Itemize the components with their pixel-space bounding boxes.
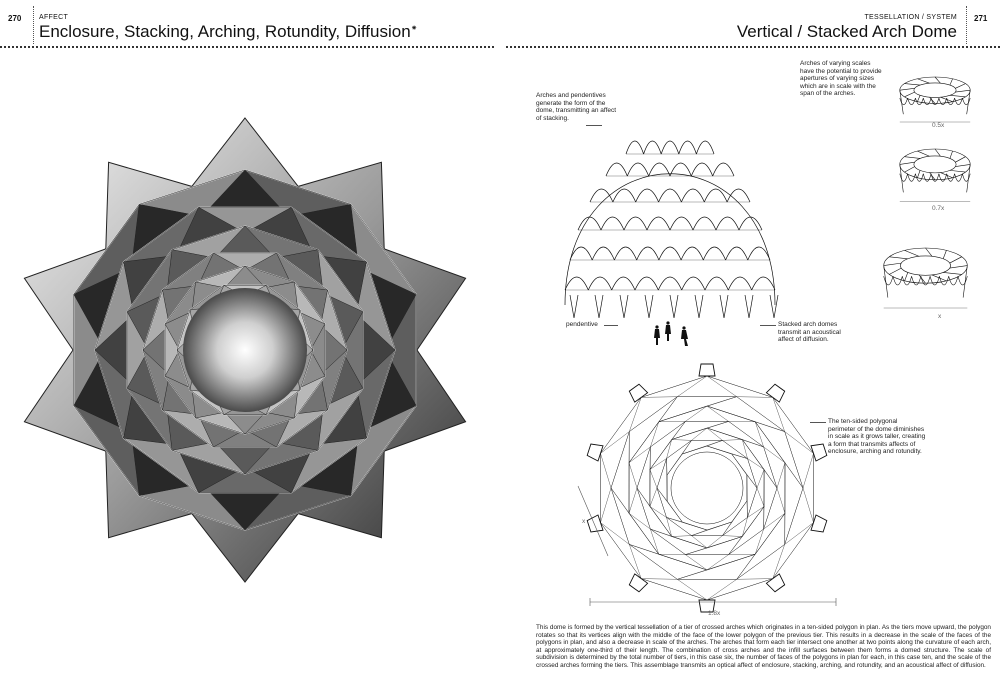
plan-arch-line	[601, 432, 630, 454]
left-page-number: 270	[8, 14, 22, 23]
dome-outline	[565, 174, 775, 305]
plan-width-label: 1.8x	[708, 610, 721, 617]
plan-arch-line	[773, 397, 785, 431]
pendentive-foot	[595, 295, 603, 318]
rib	[905, 272, 908, 280]
plan-arch-line	[707, 406, 729, 421]
annotation-pendentive: pendentive	[566, 321, 598, 328]
plan-arch-line	[737, 397, 773, 398]
left-page-title: Enclosure, Stacking, Arching, Rotundity, Diffusion⁕	[39, 22, 418, 41]
pendentive-foot	[620, 295, 628, 318]
rib	[955, 84, 965, 89]
rib	[935, 77, 940, 83]
rib	[905, 92, 915, 97]
pendentive-foot	[720, 295, 728, 318]
leader-line	[760, 325, 776, 326]
plan-pendentive	[629, 384, 647, 402]
small-dome-scale-label: 0.5x	[932, 122, 945, 129]
arch-row	[626, 141, 714, 154]
plan-arch-line	[777, 488, 785, 513]
rib	[917, 95, 920, 101]
plan-arch-line	[748, 507, 765, 518]
plan-arch-line	[737, 579, 773, 580]
dome-rim	[884, 248, 968, 283]
rib	[950, 257, 962, 263]
plan-arch-line	[629, 488, 637, 513]
rib	[955, 164, 970, 166]
plan-arch-line	[629, 513, 650, 529]
dome-plan-drawing	[582, 370, 832, 610]
plan-arch-line	[685, 555, 707, 570]
arch-row	[565, 277, 775, 290]
dome-sides	[884, 266, 968, 298]
plan-side-dimension	[574, 482, 614, 562]
plan-pendentive	[629, 574, 647, 592]
pendentive-foot	[745, 295, 753, 318]
rib	[905, 250, 919, 256]
arch-row	[570, 247, 770, 260]
small-scale-dome	[895, 65, 975, 125]
rib	[950, 95, 966, 96]
plan-arch-line	[667, 517, 672, 536]
plan-arch-line	[742, 517, 747, 536]
plan-arch-line	[742, 440, 747, 459]
leader-line	[586, 125, 602, 126]
plan-arch-line	[672, 440, 692, 441]
lower-arches	[900, 174, 970, 182]
lower-arches	[900, 98, 970, 105]
plan-arch-line	[764, 513, 785, 529]
plan-arch-line	[629, 463, 637, 488]
body-paragraph: This dome is formed by the vertical tessellation of a tier of crossed arches which originates in a ten-sided polygon in plan. As the tiers move upward, the polygon rotates so that its vertices align with the middle of the face of the lower polygon of the previous tier. This results in a decrease in the scale of the faces of the polygons in plan, and also a decrease in scale of the arches. The arches that form each tier intersect one another at two points along the curvature of each arch, at approximately one-third of their length. The combination of cross arches and the infill surfaces between them forms a domed structure. The scale of subdivision is determined by the total number of tiers, in this case six, the number of faces of the polygons in plan for each, in this case ten, and the scale of the crossed arches forming the tiers. This assemblage transmits an optical affect of enclosure, stacking, arching, and rotundity, and an acoustical affect of diffusion.	[536, 624, 991, 669]
plan-arch-line	[692, 428, 708, 440]
leader-line	[810, 422, 826, 423]
rib	[917, 79, 929, 83]
large-scale-dome	[878, 232, 973, 312]
rib	[889, 257, 907, 259]
dome-opening	[914, 83, 956, 98]
page-header	[0, 0, 1000, 48]
plan-arch-line	[685, 406, 707, 421]
plan-arch-line	[757, 488, 764, 507]
plan-arch-line	[757, 470, 764, 489]
pendentive-foot	[570, 295, 578, 318]
right-dotted-rule	[506, 46, 1000, 48]
rib	[950, 79, 953, 85]
plan-arch-line	[764, 447, 785, 463]
rib	[917, 170, 920, 177]
right-section-label: TESSELLATION / SYSTEM	[864, 14, 957, 21]
plan-side-label: x	[582, 518, 586, 525]
plan-pendentive	[699, 364, 715, 376]
dome-rim	[900, 149, 970, 180]
plan-arch-line	[723, 440, 743, 441]
left-section-label: AFFECT	[39, 14, 69, 21]
plan-arch-line	[707, 536, 723, 548]
dome-rim	[900, 77, 970, 103]
plan-arch-line	[650, 470, 657, 489]
plan-arch-line	[707, 555, 729, 570]
plan-arch-line	[650, 507, 667, 518]
oculus-light	[183, 288, 307, 412]
rib	[935, 149, 940, 156]
plan-arch-line	[707, 428, 723, 440]
rib	[905, 84, 921, 85]
plan-arch-line	[773, 544, 785, 578]
rib	[926, 248, 932, 256]
right-header-divider	[966, 6, 967, 44]
rib	[905, 167, 915, 172]
dome-opening	[914, 156, 956, 173]
plan-arch-line	[755, 529, 763, 554]
rib	[950, 170, 966, 172]
rib	[900, 162, 915, 164]
dome-elevation-drawing	[555, 90, 785, 330]
plan-arch-line	[803, 453, 814, 488]
rib	[905, 157, 921, 159]
rib	[884, 263, 902, 265]
plan-arch-line	[650, 422, 658, 447]
plan-oculus	[671, 452, 743, 524]
plan-arch-line	[803, 488, 814, 523]
annotation-varying-scales: Arches of varying scales have the potential to provide apertures of varying sizes which are in scale with the span of the arches.	[800, 60, 882, 97]
plan-arch-line	[672, 536, 692, 537]
rib	[955, 157, 965, 162]
plan-arch-line	[785, 432, 814, 454]
annotation-arches-pendentives: Arches and pendentives generate the form of the dome, transmitting an affect of stacking.	[536, 92, 617, 122]
rib	[943, 272, 961, 274]
plan-arch-line	[707, 376, 737, 397]
plan-arch-line	[692, 536, 708, 548]
plan-arch-line	[650, 488, 657, 507]
plan-arch-line	[755, 422, 763, 447]
plan-arch-line	[629, 397, 641, 431]
annotation-ten-sided: The ten-sided polygonal perimeter of the dome diminishes in scale as it grows taller, creating a form that transmits affects of enclosure, arching and rotundity.	[828, 418, 926, 455]
medium-scale-dome	[895, 135, 975, 205]
lower-arches	[884, 276, 968, 285]
pendentive-foot	[695, 295, 703, 318]
dome-opening	[900, 256, 950, 275]
leader-line	[604, 325, 618, 326]
rss-icon: ⁕	[410, 23, 418, 33]
left-header-divider	[33, 6, 34, 44]
large-dome-scale-label: x	[938, 313, 942, 320]
plan-arch-line	[650, 529, 658, 554]
plan-arch-line	[629, 544, 641, 578]
plan-arch-line	[629, 447, 650, 463]
plan-pendentive	[766, 384, 784, 402]
plan-arch-line	[667, 440, 672, 459]
plan-arch-line	[650, 459, 667, 470]
right-page-title: Vertical / Stacked Arch Dome	[736, 22, 957, 41]
plan-arch-line	[641, 397, 677, 398]
plan-arch-line	[777, 463, 785, 488]
left-dotted-rule	[0, 46, 494, 48]
annotation-stacked-arch: Stacked arch domes transmit an acoustical affect of diffusion.	[778, 321, 841, 343]
dome-interior-render	[10, 90, 480, 610]
rib	[900, 88, 915, 90]
plan-arch-line	[723, 536, 743, 537]
rib	[950, 151, 953, 158]
arch-row	[578, 217, 762, 230]
rib	[943, 250, 946, 258]
plan-arch-line	[785, 523, 814, 545]
plan-arch-line	[748, 459, 765, 470]
arch-row	[590, 189, 750, 202]
rib	[889, 268, 901, 274]
plan-arch-line	[677, 376, 707, 397]
human-scale-figures	[648, 320, 698, 350]
rib	[955, 90, 970, 92]
plan-pendentive	[766, 574, 784, 592]
pendentive-foot	[770, 295, 778, 318]
rib	[950, 266, 968, 268]
rib	[917, 151, 929, 156]
plan-arch-line	[641, 579, 677, 580]
pendentive-foot	[645, 295, 653, 318]
medium-dome-scale-label: 0.7x	[932, 205, 945, 212]
pendentive-foot	[670, 295, 678, 318]
right-page-number: 271	[974, 14, 988, 23]
